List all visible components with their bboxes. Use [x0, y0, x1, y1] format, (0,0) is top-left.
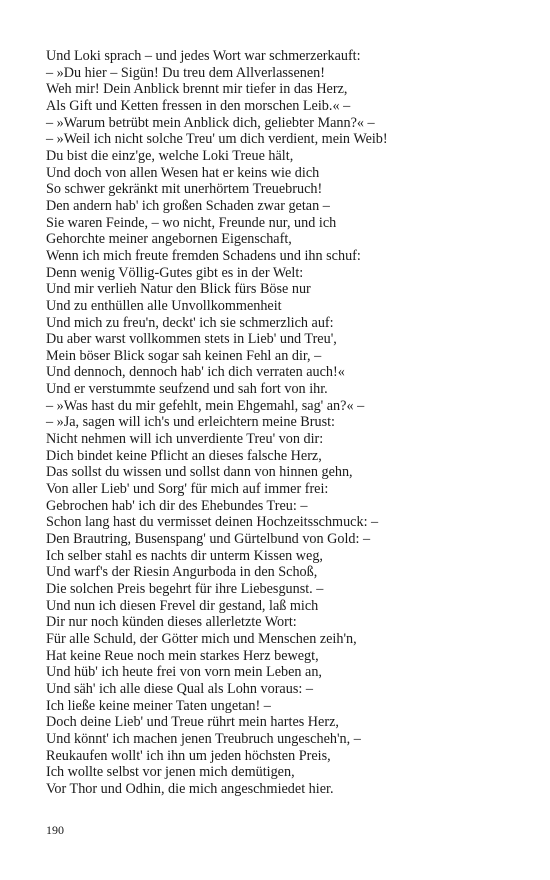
verse-line: Sie waren Feinde, – wo nicht, Freunde nur, und ich [46, 214, 337, 231]
verse-line: Und nun ich diesen Frevel dir gestand, laß mich [46, 597, 319, 614]
verse-line: Und säh' ich alle diese Qual als Lohn voraus: – [46, 680, 313, 697]
verse-line: Dir nur noch künden dieses allerletzte Wort: [46, 614, 297, 631]
verse-line: Und mir verlieh Natur den Blick fürs Böse nur [46, 281, 311, 298]
page-number: 190 [46, 823, 64, 837]
verse-line: Du bist die einz'ge, welche Loki Treue hält, [46, 147, 294, 164]
verse-line: Und doch von allen Wesen hat er keins wie dich [46, 164, 320, 181]
verse-line: Schon lang hast du vermisset deinen Hochzeitsschmuck: – [46, 514, 379, 531]
verse-line: Denn wenig Völlig-Gutes gibt es in der Welt: [46, 264, 304, 281]
verse-line: Und dennoch, dennoch hab' ich dich verraten auch!« [46, 364, 345, 381]
verse-line: Dich bindet keine Pflicht an dieses falsche Herz, [46, 447, 322, 464]
verse-line: Reukaufen wollt' ich ihn um jeden höchsten Preis, [46, 747, 331, 764]
verse-text [46, 48, 516, 798]
verse-line: Das sollst du wissen und sollst dann von hinnen gehn, [46, 464, 353, 481]
verse-line: – »Warum betrübt mein Anblick dich, geliebter Mann?« – [46, 114, 375, 131]
verse-line: Und er verstummte seufzend und sah fort von ihr. [46, 381, 328, 398]
verse-line: Doch deine Lieb' und Treue rührt mein hartes Herz, [46, 714, 339, 731]
verse-line: Gebrochen hab' ich dir des Ehebundes Treu: – [46, 497, 308, 514]
verse-line: Den andern hab' ich großen Schaden zwar getan – [46, 197, 330, 214]
verse-line: Und könnt' ich machen jenen Treubruch ungescheh'n, – [46, 730, 361, 747]
verse-line: Nicht nehmen will ich unverdiente Treu' von dir: [46, 431, 324, 448]
verse-line: Und warf's der Riesin Angurboda in den Schoß, [46, 564, 318, 581]
verse-line: – »Weil ich nicht solche Treu' um dich verdient, mein Weib! [46, 131, 388, 148]
verse-line: – »Ja, sagen will ich's und erleichtern meine Brust: [46, 414, 335, 431]
verse-line: Ich selber stahl es nachts dir unterm Kissen weg, [46, 547, 323, 564]
verse-line: Als Gift und Ketten fressen in den morschen Leib.« – [46, 97, 351, 114]
verse-line: Die solchen Preis begehrt für ihre Liebesgunst. – [46, 581, 324, 597]
verse-line: Ich wollte selbst vor jenen mich demütigen, [46, 764, 295, 781]
verse-line: Von aller Lieb' und Sorg' für mich auf immer frei: [46, 481, 329, 498]
verse-line: – »Was hast du mir gefehlt, mein Ehgemahl, sag' an?« – [46, 397, 365, 414]
verse-line: So schwer gekränkt mit unerhörtem Treuebruch! [46, 181, 323, 198]
verse-line: Und mich zu freu'n, deckt' ich sie schmerzlich auf: [46, 314, 334, 331]
verse-line: Und hüb' ich heute frei von vorn mein Leben an, [46, 664, 322, 681]
verse-line: Weh mir! Dein Anblick brennt mir tiefer in das Herz, [46, 81, 348, 98]
verse-line: Und Loki sprach – und jedes Wort war schmerzerkauft: [46, 48, 361, 64]
verse-line: Du aber warst vollkommen stets in Lieb' und Treu', [46, 331, 337, 348]
verse-line: Wenn ich mich freute fremden Schadens und ihn schuf: [46, 247, 361, 264]
verse-line: Vor Thor und Odhin, die mich angeschmiedet hier. [46, 780, 334, 797]
verse-line: Für alle Schuld, der Götter mich und Menschen zeih'n, [46, 630, 357, 647]
verse-line: Ich ließe keine meiner Taten ungetan! – [46, 697, 271, 714]
verse-line: Hat keine Reue noch mein starkes Herz bewegt, [46, 647, 319, 664]
verse-line: Gehorchte meiner angebornen Eigenschaft, [46, 231, 292, 248]
verse-line: Mein böser Blick sogar sah keinen Fehl an dir, – [46, 347, 322, 364]
verse-line: Und zu enthüllen alle Unvollkommenheit [46, 297, 282, 314]
verse-line: Den Brautring, Busenspang' und Gürtelbund von Gold: – [46, 531, 371, 548]
verse-line: – »Du hier – Sigün! Du treu dem Allverlassenen! [46, 64, 325, 81]
